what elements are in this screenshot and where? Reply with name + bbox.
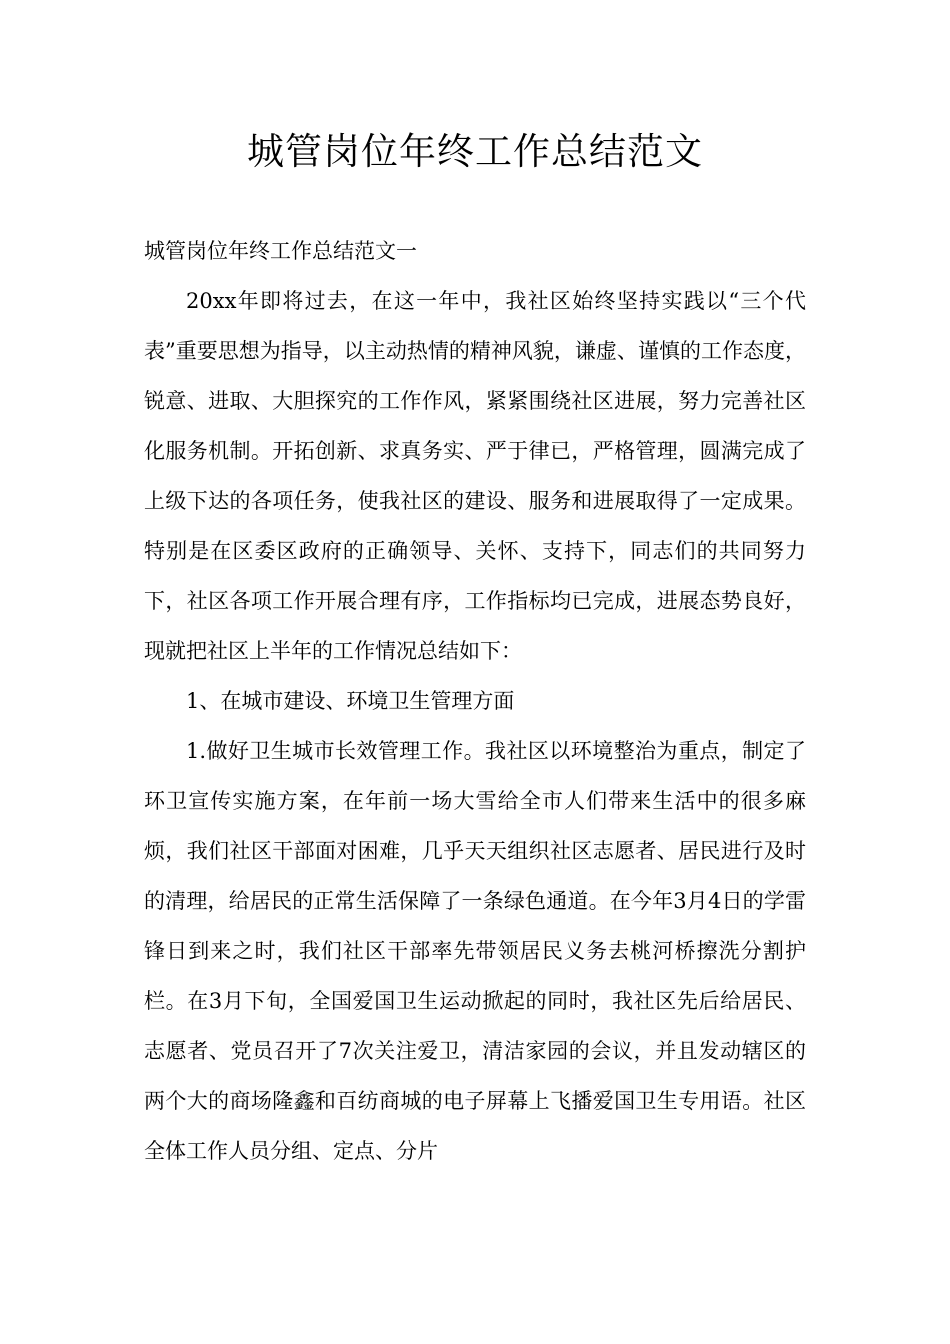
- body-paragraph: 1.做好卫生城市长效管理工作。我社区以环境整治为重点，制定了环卫宣传实施方案，在年前一场大雪给全市人们带来生活中的很多麻烦，我们社区干部面对困难，几乎天天组织社区志愿者、居民进行及时的清理，给居民的正常生活保障了一条绿色通道。在今年3月4日的学雷锋日到来之时，我们社区干部率先带领居民义务去桃河桥擦洗分割护栏。在3月下旬，全国爱国卫生运动掀起的同时，我社区先后给居民、志愿者、党员召开了7次关注爱卫，清洁家园的会议，并且发动辖区的两个大的商场隆鑫和百纺商城的电子屏幕上飞播爱国卫生专用语。社区全体工作人员分组、定点、分片: [144, 739, 806, 1163]
- section-heading: 1、在城市建设、环境卫生管理方面: [186, 689, 515, 713]
- section-subtitle: 城管岗位年终工作总结范文一: [144, 239, 417, 263]
- document-title: 城管岗位年终工作总结范文: [247, 130, 703, 173]
- document-body: [144, 226, 806, 1176]
- intro-paragraph: 20xx年即将过去，在这一年中，我社区始终坚持实践以“三个代表”重要思想为指导，以主动热情的精神风貌，谦虚、谨慎的工作态度，锐意、进取、大胆探究的工作作风，紧紧围绕社区进展，努力完善社区化服务机制。开拓创新、求真务实、严于律已，严格管理，圆满完成了上级下达的各项任务，使我社区的建设、服务和进展取得了一定成果。特别是在区委区政府的正确领导、关怀、支持下，同志们的共同努力下，社区各项工作开展合理有序，工作指标均已完成，进展态势良好，现就把社区上半年的工作情况总结如下：: [144, 289, 806, 663]
